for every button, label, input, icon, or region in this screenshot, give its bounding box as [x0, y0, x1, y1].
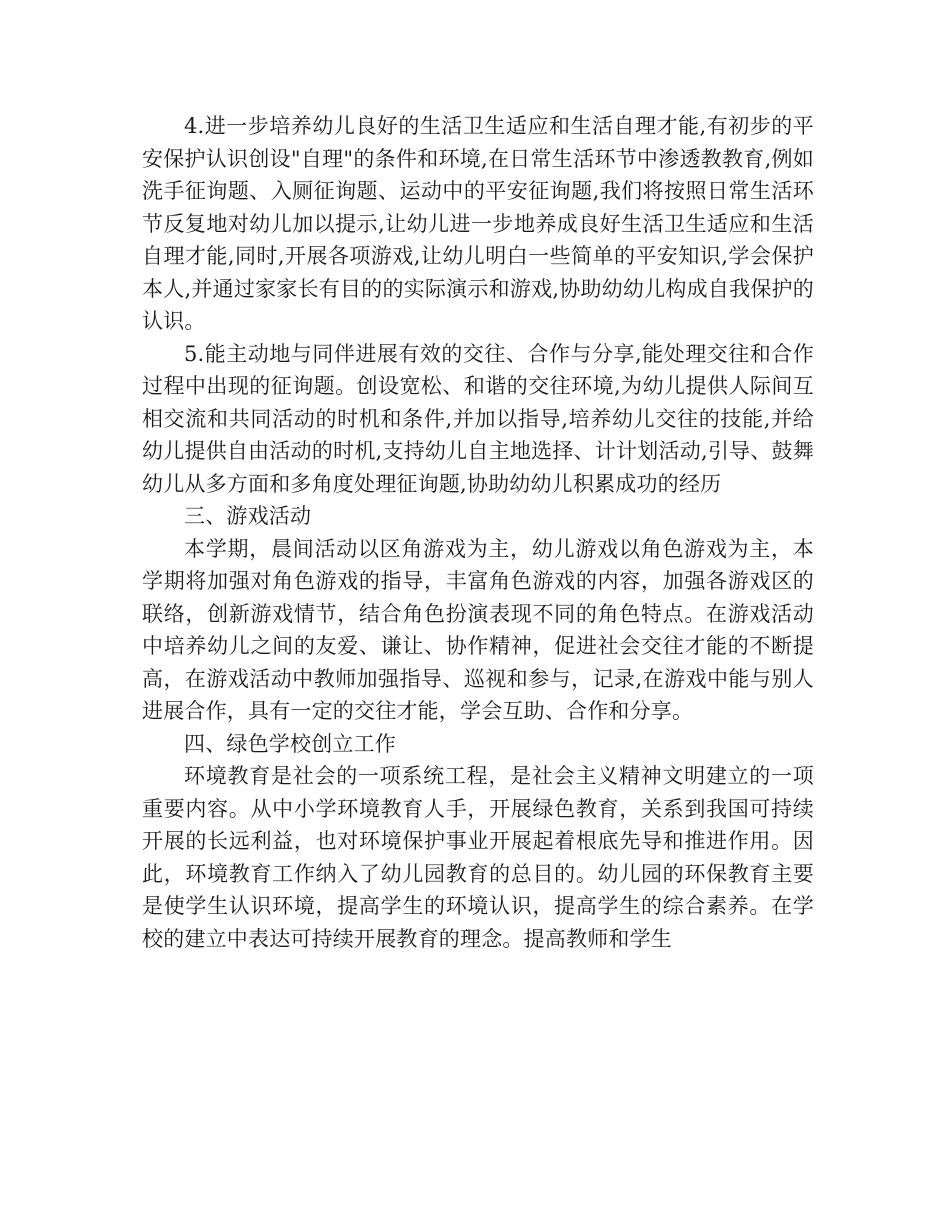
section-heading-game-activities: 三、游戏活动: [184, 504, 312, 528]
section-heading-green-school: 四、绿色学校创立工作: [184, 731, 396, 756]
paragraph-item-4: 4.进一步培养幼儿良好的生活卫生适应和生活自理才能,有初步的平安保护认识创设"自理"的条件和环境,在日常生活环节中渗透教教育,例如洗手征询题、入厕征询题、运动中的平安征询题,我们将按照日常生活环节反复地对幼儿加以提示,让幼儿进一步地养成良好生活卫生适应和生活自理才能,同时,开展各项游戏,让幼儿明白一些简单的平安知识,学会保护本人,并通过家家长有目的的实际演示和游戏,协助幼幼儿构成自我保护的认识。: [142, 114, 814, 333]
paragraph-item-5: 5.能主动地与同伴进展有效的交往、合作与分享,能处理交往和合作过程中出现的征询题。创设宽松、和谐的交往环境,为幼儿提供人际间互相交流和共同活动的时机和条件,并加以指导,培养幼儿交往的技能,并给幼儿提供自由活动的时机,支持幼儿自主地选择、计计划活动,引导、鼓舞幼儿从多方面和多角度处理征询题,协助幼幼儿积累成功的经历: [142, 341, 814, 496]
paragraph-game-activities: 本学期，晨间活动以区角游戏为主，幼儿游戏以角色游戏为主，本学期将加强对角色游戏的指导，丰富角色游戏的内容，加强各游戏区的联络，创新游戏情节，结合角色扮演表现不同的角色特点。在游戏活动中培养幼儿之间的友爱、谦让、协作精神，促进社会交往才能的不断提高，在游戏活动中教师加强指导、巡视和参与，记录,在游戏中能与别人进展合作，具有一定的交往才能，学会互助、合作和分享。: [142, 536, 814, 723]
document-page: [142, 110, 814, 955]
paragraph-green-school: 环境教育是社会的一项系统工程，是社会主义精神文明建立的一项重要内容。从中小学环境教育人手，开展绿色教育，关系到我国可持续开展的长远利益，也对环境保护事业开展起着根底先导和推进作用。因此，环境教育工作纳入了幼儿园教育的总目的。幼儿园的环保教育主要是使学生认识环境，提高学生的环境认识，提高学生的综合素养。在学校的建立中表达可持续开展教育的理念。提高教师和学生: [142, 764, 814, 951]
